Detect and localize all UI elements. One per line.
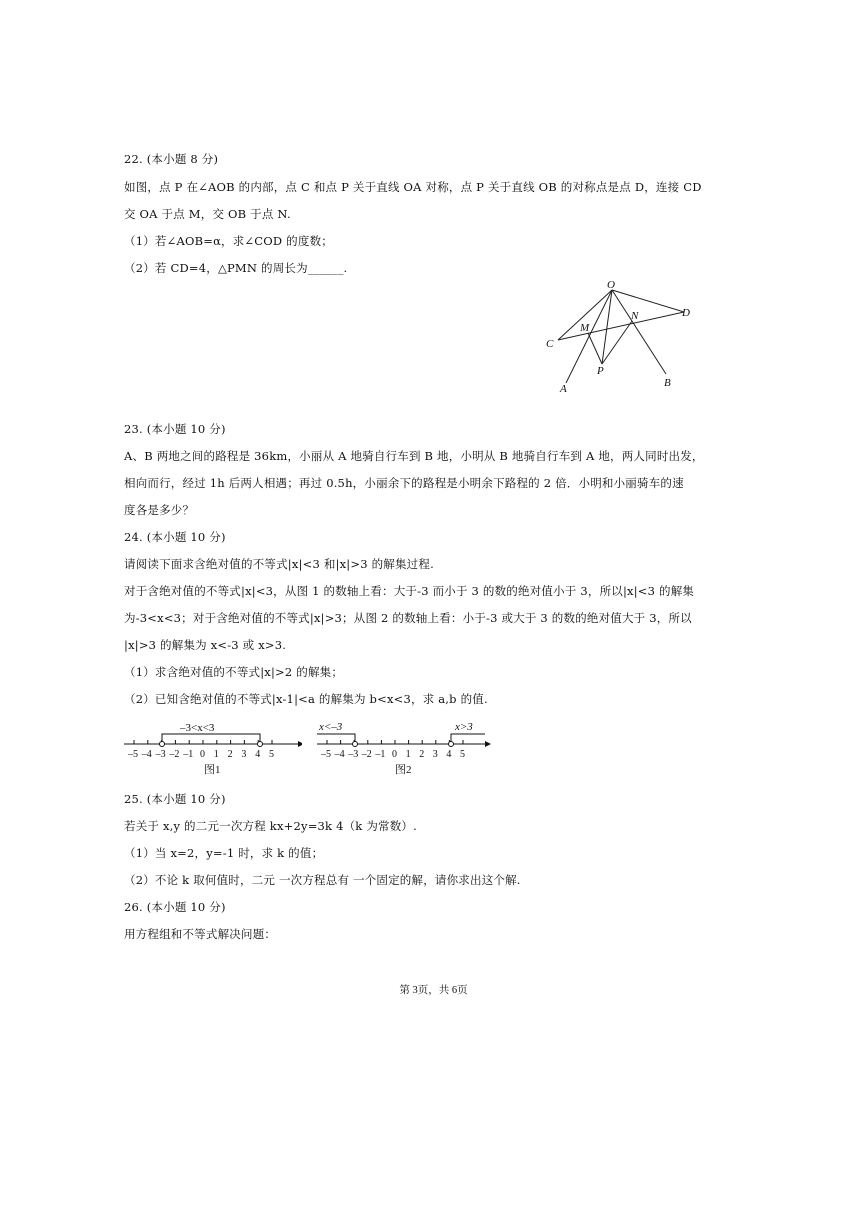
q24-figure1-number-line: [122, 716, 302, 778]
q24-part1: （1）求含绝对值的不等式|x|>2 的解集；: [124, 665, 344, 679]
q26-text-line1: 用方程组和不等式解决问题：: [124, 927, 277, 941]
number-line-tick-label: –1: [183, 749, 194, 760]
q24-part2: （2）已知含绝对值的不等式|x-1|<a 的解集为 b<x<3，求 a,b 的值.: [124, 692, 488, 706]
q24-text-line4: |x|>3 的解集为 x<-3 或 x>3.: [124, 638, 287, 652]
label-c: C: [546, 338, 554, 350]
q22-part2: （2）若 CD=4，△PMN 的周长为______.: [124, 261, 348, 275]
q25-text-line1: 若关于 x,y 的二元一次方程 kx+2y=3k 4（k 为常数）.: [124, 819, 417, 833]
number-line-tick-label: –5: [321, 749, 331, 760]
number-line-tick-label: 1: [405, 749, 411, 760]
number-line-tick-label: 4: [255, 749, 261, 760]
segment-cd: [558, 312, 684, 340]
number-line-tick-label: –3: [348, 749, 359, 760]
q24-text-line2: 对于含绝对值的不等式|x|<3，从图 1 的数轴上看：大于-3 而小于 3 的数的绝对值小于 3，所以|x|<3 的解集: [124, 584, 695, 598]
q25-header: 25. (本小题 10 分): [124, 792, 226, 806]
q22-header: 22. (本小题 8 分): [124, 152, 219, 166]
page-footer: 第 3页，共 6页: [399, 985, 468, 996]
q22-part1: （1）若∠AOB=α，求∠COD 的度数；: [124, 234, 333, 248]
number-line-tick-label: –2: [169, 749, 180, 760]
segment-od: [612, 290, 684, 312]
q24-text-line3: 为-3<x<3；对于含绝对值的不等式|x|>3；从图 2 的数轴上看：小于-3 或大于 3 的数的绝对值大于 3，所以: [124, 611, 692, 625]
segment-mp: [588, 333, 602, 364]
fig2-right-label: x>3: [455, 721, 473, 733]
q23-text-line3: 度各是多少？: [124, 503, 195, 517]
number-line-tick-label: 2: [419, 749, 425, 760]
number-line-tick-label: 5: [269, 749, 274, 760]
number-line-tick-label: 3: [241, 749, 247, 760]
q22-text-line2: 交 OA 于点 M，交 OB 于点 N.: [124, 207, 291, 221]
q25-part1: （1）当 x=2，y=-1 时，求 k 的值；: [124, 846, 324, 860]
number-line-tick-label: 1: [213, 749, 219, 760]
q22-text-line1: 如图，点 P 在∠AOB 的内部，点 C 和点 P 关于直线 OA 对称，点 P 关于直线 OB 的对称点是点 D，连接 CD: [124, 180, 702, 194]
ray-ob: [612, 290, 666, 374]
number-line-tick-label: 2: [227, 749, 233, 760]
number-line-tick-label: –1: [375, 749, 386, 760]
q23-text-line2: 相向而行，经过 1h 后两人相遇；再过 0.5h，小丽余下的路程是小明余下路程的 2 倍．小明和小丽骑车的速: [124, 476, 684, 490]
number-line-tick-label: 3: [432, 749, 438, 760]
fig1-caption: 图1: [204, 764, 221, 776]
label-p: P: [597, 365, 604, 377]
q24-text-line1: 请阅读下面求含绝对值的不等式|x|<3 和|x|>3 的解集过程.: [124, 557, 434, 571]
q24-figure2-number-line: [315, 716, 495, 778]
q23-header: 23. (本小题 10 分): [124, 422, 226, 436]
label-d: D: [682, 307, 690, 319]
number-line-tick-label: –4: [141, 749, 152, 760]
number-line-tick-label: –5: [128, 749, 138, 760]
label-o: O: [607, 279, 615, 291]
number-line-tick-label: 0: [392, 749, 397, 760]
q25-part2: （2）不论 k 取何值时，二元 一次方程总有 一个固定的解，请你求出这个解.: [124, 873, 521, 887]
number-line-tick-label: –4: [334, 749, 345, 760]
q24-header: 24. (本小题 10 分): [124, 530, 226, 544]
q22-geometry-figure: [540, 278, 700, 398]
number-line-tick-label: –2: [361, 749, 372, 760]
label-b: B: [664, 377, 671, 389]
number-line-tick-label: 5: [460, 749, 465, 760]
number-line-tick-label: –3: [155, 749, 166, 760]
label-m: M: [580, 322, 590, 334]
number-line-tick-label: 4: [446, 749, 452, 760]
label-a: A: [560, 383, 567, 395]
fig1-interval-label: –3<x<3: [180, 722, 215, 734]
q23-text-line1: A、B 两地之间的路程是 36km，小丽从 A 地骑自行车到 B 地，小明从 B 地骑自行车到 A 地，两人同时出发，: [124, 449, 704, 463]
label-n: N: [631, 310, 639, 322]
fig2-left-label: x<–3: [319, 721, 343, 733]
number-line-tick-label: 0: [200, 749, 205, 760]
q26-header: 26. (本小题 10 分): [124, 900, 226, 914]
fig2-caption: 图2: [395, 764, 412, 776]
